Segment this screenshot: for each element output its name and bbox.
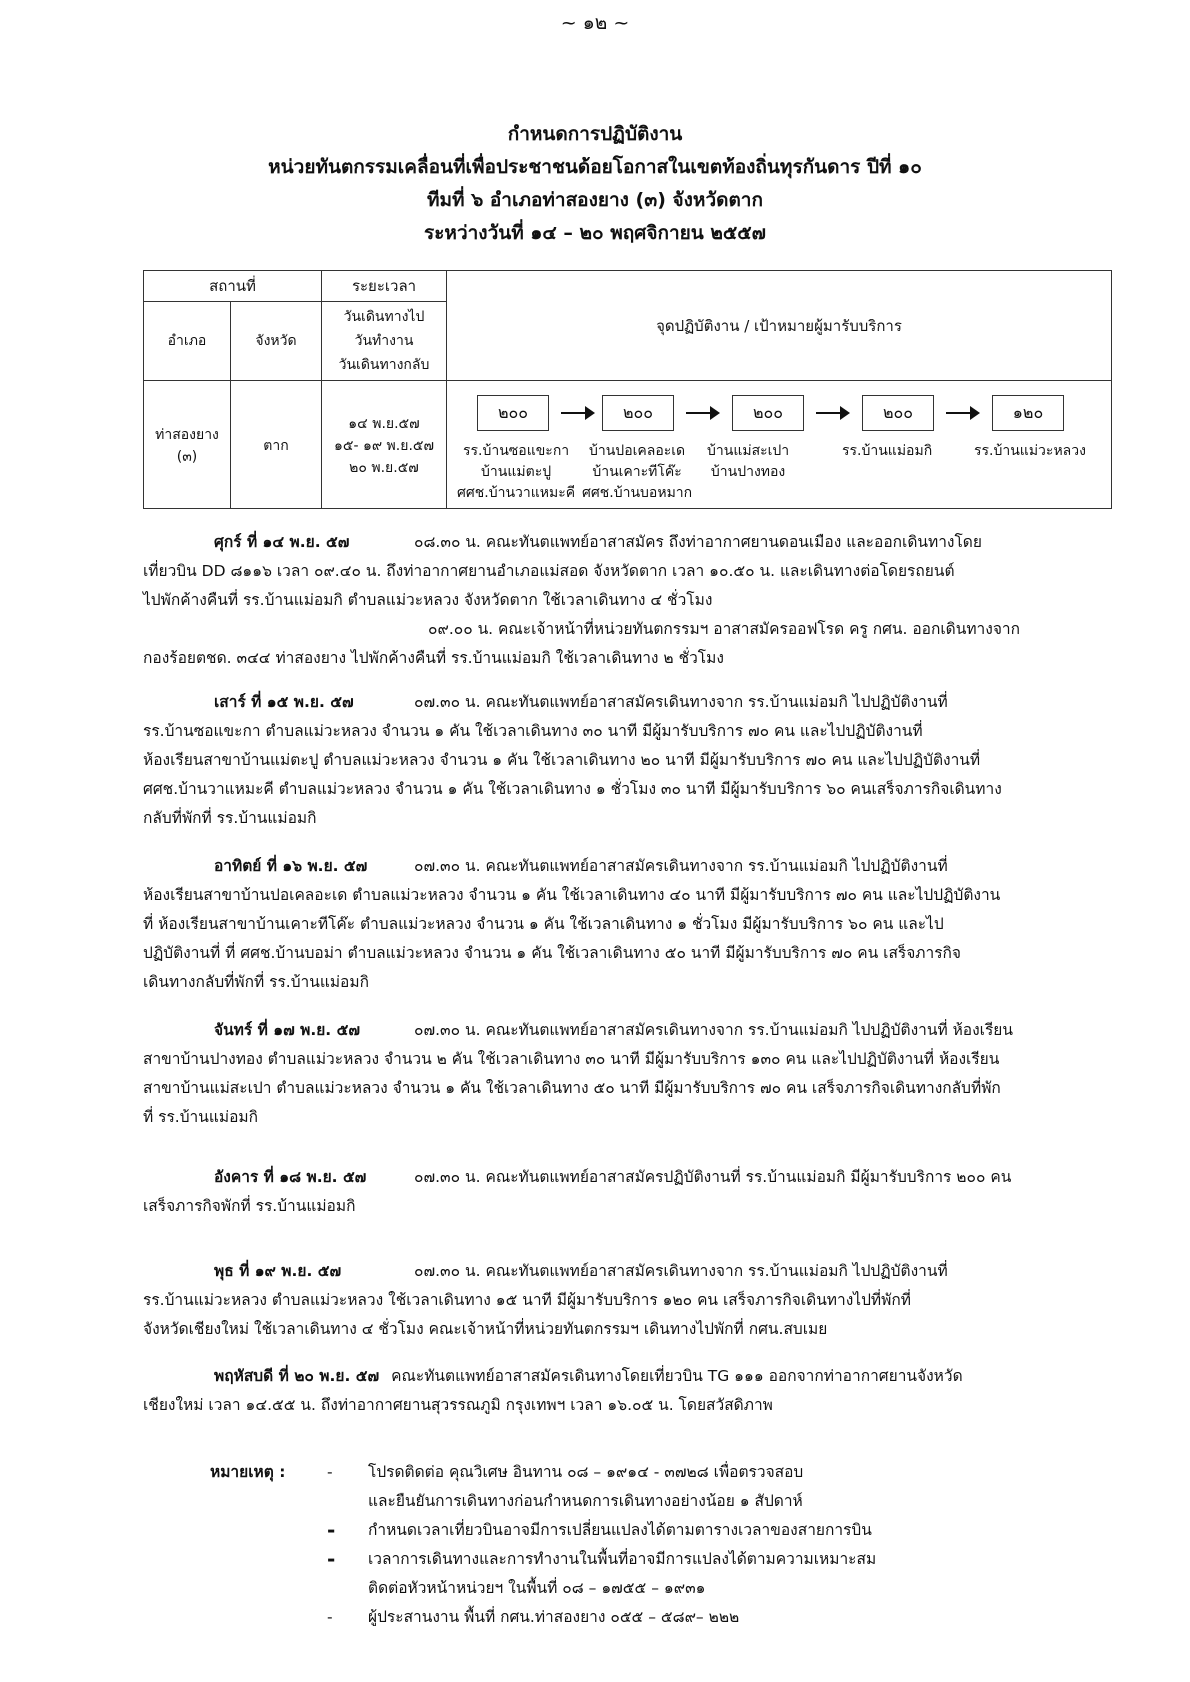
target-location <box>582 441 692 504</box>
day-heading: ศุกร์ ที่ ๑๔ พ.ย. ๕๗ <box>214 533 350 551</box>
location-name: รร.บ้านแม่อมกิ <box>842 443 933 459</box>
schedule-table <box>143 270 1112 509</box>
day-entry <box>143 852 1113 997</box>
title-line-1: กำหนดการปฏิบัติงาน <box>507 123 683 145</box>
date-work: ๑๕- ๑๙ พ.ย.๕๗ <box>333 437 435 454</box>
day-line: ห้องเรียนสาขาบ้านปอเคลอะเด ตำบลแม่วะหลวง จำนวน ๑ คัน ใช้เวลาเดินทาง ๔๐ นาที มีผู้มารับบริการ ๗๐ คน และไปปฏิบัติงาน <box>143 886 1001 904</box>
arrow-right-icon <box>686 412 718 414</box>
cell-dates <box>322 381 447 509</box>
note-text: กำหนดเวลาเที่ยวบินอาจมีการเปลี่ยนแปลงได้ตามตารางเวลาของสายการบิน <box>368 1521 872 1539</box>
day-heading: อังคาร ที่ ๑๘ พ.ย. ๕๗ <box>214 1168 367 1186</box>
bullet-dash: - <box>327 1608 333 1626</box>
day-heading: จันทร์ ที่ ๑๗ พ.ย. ๕๗ <box>214 1021 360 1039</box>
district-number: (๓) <box>176 448 198 465</box>
day-line <box>143 1257 1113 1286</box>
location-name: บ้านปางทอง <box>710 464 786 480</box>
bullet-dash: - <box>327 1547 336 1571</box>
target-count-box: ๒๐๐ <box>477 395 549 431</box>
title-line-3: ทีมที่ ๖ อำเภอท่าสองยาง (๓) จังหวัดตาก <box>427 189 763 211</box>
cell-district <box>144 381 231 509</box>
day-line: ที่ ห้องเรียนสาขาบ้านเคาะทีโค๊ะ ตำบลแม่วะหลวง จำนวน ๑ คัน ใช้เวลาเดินทาง ๑ ชั่วโมง มีผู้มารับบริการ ๖๐ คน และไป <box>143 915 944 933</box>
location-name: รร.บ้านซอแขะกา <box>462 443 570 459</box>
day-line: ๐๙.๐๐ น. คณะเจ้าหน้าที่หน่วยทันตกรรมฯ อาสาสมัครออฟโรด ครู กศน. ออกเดินทางจาก <box>428 620 1020 638</box>
target-location <box>457 441 575 504</box>
day-text: ๐๗.๓๐ น. คณะทันตแพทย์อาสาสมัครเดินทางจาก รร.บ้านแม่อมกิ ไปปฏิบัติงานที่ <box>414 857 948 875</box>
date-go: ๑๔ พ.ย.๕๗ <box>348 415 420 432</box>
document-title <box>0 118 1190 250</box>
note-line <box>210 1603 1110 1632</box>
note-line <box>210 1458 1110 1487</box>
day-line: ไปพักค้างคืนที่ รร.บ้านแม่อมกิ ตำบลแม่วะหลวง จังหวัดตาก ใช้เวลาเดินทาง ๔ ชั่วโมง <box>143 591 713 609</box>
day-text: ๐๘.๓๐ น. คณะทันตแพทย์อาสาสมัคร ถึงท่าอากาศยานดอนเมือง และออกเดินทางโดย <box>414 533 982 551</box>
note-text: ติดต่อหัวหน้าหน่วยฯ ในพื้นที่ ๐๘ – ๑๗๕๕ – ๑๙๓๑ <box>368 1579 706 1597</box>
day-line <box>143 688 1113 717</box>
day-line: รร.บ้านซอแขะกา ตำบลแม่วะหลวง จำนวน ๑ คัน ใช้เวลาเดินทาง ๓๐ นาที มีผู้มารับบริการ ๗๐ คน และไปปฏิบัติงานที่ <box>143 722 923 740</box>
target-location <box>842 441 932 462</box>
target-count-box: ๒๐๐ <box>732 395 804 431</box>
day-text: ๐๗.๓๐ น. คณะทันตแพทย์อาสาสมัครเดินทางจาก รร.บ้านแม่อมกิ ไปปฏิบัติงานที่ <box>414 693 948 711</box>
note-text: และยืนยันการเดินทางก่อนกำหนดการเดินทางอย่างน้อย ๑ สัปดาห์ <box>368 1492 803 1510</box>
day-line: เที่ยวบิน DD ๘๑๑๖ เวลา ๐๙.๔๐ น. ถึงท่าอากาศยานอำเภอแม่สอด จังหวัดตาก เวลา ๑๐.๕๐ น. และเดินทางต่อโดยรถยนต์ <box>143 562 955 580</box>
target-location <box>974 441 1086 462</box>
arrow-right-icon <box>561 412 593 414</box>
header-place: สถานที่ <box>144 271 322 302</box>
page-number: ~ ๑๒ ~ <box>560 12 630 34</box>
location-name: บ้านแม่สะเปา <box>707 443 790 459</box>
day-line: ศศช.บ้านวาแหมะคี ตำบลแม่วะหลวง จำนวน ๑ คัน ใช้เวลาเดินทาง ๑ ชั่วโมง ๓๐ นาที มีผู้มารับบริการ ๖๐ คนเสร็จภารกิจเดินทาง <box>143 780 1002 798</box>
header-district: อำเภอ <box>144 302 231 381</box>
day-line: เดินทางกลับที่พักที่ รร.บ้านแม่อมกิ <box>143 973 369 991</box>
day-heading: พฤหัสบดี ที่ ๒๐ พ.ย. ๕๗ <box>214 1367 380 1385</box>
district-name: ท่าสองยาง <box>155 426 219 443</box>
day-line <box>143 1163 1113 1192</box>
period-return: วันเดินทางกลับ <box>338 357 430 373</box>
location-name: บ้านแม่ตะปู <box>481 464 552 480</box>
header-period: ระยะเวลา <box>322 271 447 302</box>
title-line-4: ระหว่างวันที่ ๑๔ – ๒๐ พฤศจิกายน ๒๕๕๗ <box>424 222 766 244</box>
notes-label: หมายเหตุ : <box>210 1463 286 1481</box>
day-line: กองร้อยตชด. ๓๔๔ ท่าสองยาง ไปพักค้างคืนที่ รร.บ้านแม่อมกิ ใช้เวลาเดินทาง ๒ ชั่วโมง <box>143 649 724 667</box>
location-name: ศศช.บ้านบอหมาก <box>582 485 693 501</box>
day-line: กลับที่พักที่ รร.บ้านแม่อมกิ <box>143 809 317 827</box>
note-text: เวลาการเดินทางและการทำงานในพื้นที่อาจมีการแปลงได้ตามความเหมาะสม <box>368 1550 877 1568</box>
day-heading: เสาร์ ที่ ๑๕ พ.ย. ๕๗ <box>214 693 354 711</box>
note-line <box>210 1487 1110 1516</box>
day-entry <box>143 1163 1113 1221</box>
day-line: เสร็จภารกิจพักที่ รร.บ้านแม่อมกิ <box>143 1197 356 1215</box>
target-flow <box>447 381 1111 506</box>
day-line: สาขาบ้านแม่สะเปา ตำบลแม่วะหลวง จำนวน ๑ คัน ใช้เวลาเดินทาง ๕๐ นาที มีผู้มารับบริการ ๗๐ คน เสร็จภารกิจเดินทางกลับที่พัก <box>143 1079 1001 1097</box>
day-heading: อาทิตย์ ที่ ๑๖ พ.ย. ๕๗ <box>214 857 368 875</box>
location-name: บ้านปอเคลอะเด <box>588 443 686 459</box>
period-go: วันเดินทางไป <box>343 309 425 325</box>
day-line: สาขาบ้านปางทอง ตำบลแม่วะหลวง จำนวน ๒ คัน ใช้เวลาเดินทาง ๓๐ นาที มีผู้มารับบริการ ๑๓๐ คน และไปปฏิบัติงานที่ ห้องเรียน <box>143 1050 1000 1068</box>
header-period-sub <box>322 302 447 381</box>
cell-flow <box>447 381 1112 509</box>
day-text: ๐๗.๓๐ น. คณะทันตแพทย์อาสาสมัครเดินทางจาก รร.บ้านแม่อมกิ ไปปฏิบัติงานที่ <box>414 1262 948 1280</box>
day-line: ปฏิบัติงานที่ ที่ ศศช.บ้านบอม่า ตำบลแม่วะหลวง จำนวน ๑ คัน ใช้เวลาเดินทาง ๕๐ นาที มีผู้มารับบริการ ๗๐ คน เสร็จภารกิจ <box>143 944 962 962</box>
bullet-dash: - <box>327 1463 333 1481</box>
day-text: คณะทันตแพทย์อาสาสมัครเดินทางโดยเที่ยวบิน TG ๑๑๑ ออกจากท่าอากาศยานจังหวัด <box>391 1367 963 1385</box>
day-line: จังหวัดเชียงใหม่ ใช้เวลาเดินทาง ๔ ชั่วโมง คณะเจ้าหน้าที่หน่วยทันตกรรมฯ เดินทางไปพักที่ กศน.สบเมย <box>143 1320 828 1338</box>
day-line <box>143 1016 1113 1045</box>
day-line: ที่ รร.บ้านแม่อมกิ <box>143 1108 258 1126</box>
location-name: ศศช.บ้านวาแหมะคี <box>457 485 576 501</box>
note-line <box>210 1516 1110 1545</box>
day-text: ๐๗.๓๐ น. คณะทันตแพทย์อาสาสมัครเดินทางจาก รร.บ้านแม่อมกิ ไปปฏิบัติงานที่ ห้องเรียน <box>414 1021 1013 1039</box>
date-return: ๒๐ พ.ย.๕๗ <box>349 459 419 476</box>
day-entry <box>143 1257 1113 1344</box>
period-work: วันทำงาน <box>354 333 414 349</box>
target-location <box>707 441 789 483</box>
bullet-dash: - <box>327 1518 336 1542</box>
header-province: จังหวัด <box>231 302 322 381</box>
target-count-box: ๒๐๐ <box>602 395 674 431</box>
note-text: ผู้ประสานงาน พื้นที่ กศน.ท่าสองยาง ๐๕๕ – ๕๘๙– ๒๒๒ <box>368 1608 740 1626</box>
arrow-right-icon <box>816 412 848 414</box>
target-count-box: ๒๐๐ <box>862 395 934 431</box>
day-entry <box>143 688 1113 833</box>
note-line <box>210 1574 1110 1603</box>
notes-section <box>210 1458 1110 1632</box>
day-text: ๐๗.๓๐ น. คณะทันตแพทย์อาสาสมัครปฏิบัติงานที่ รร.บ้านแม่อมกิ มีผู้มารับบริการ ๒๐๐ คน <box>414 1168 1012 1186</box>
day-line <box>143 852 1113 881</box>
location-name: บ้านเคาะทีโค๊ะ <box>592 464 682 480</box>
day-heading: พุธ ที่ ๑๙ พ.ย. ๕๗ <box>214 1262 342 1280</box>
day-entry <box>143 1362 1113 1420</box>
target-count-box: ๑๒๐ <box>992 395 1064 431</box>
header-target: จุดปฏิบัติงาน / เป้าหมายผู้มารับบริการ <box>447 271 1112 381</box>
day-line: เชียงใหม่ เวลา ๑๔.๕๕ น. ถึงท่าอากาศยานสุวรรณภูมิ กรุงเทพฯ เวลา ๑๖.๐๕ น. โดยสวัสดิภาพ <box>143 1396 773 1414</box>
day-entry <box>143 528 1113 673</box>
day-line: ห้องเรียนสาขาบ้านแม่ตะปู ตำบลแม่วะหลวง จำนวน ๑ คัน ใช้เวลาเดินทาง ๒๐ นาที มีผู้มารับบริการ ๗๐ คน และไปปฏิบัติงานที่ <box>143 751 981 769</box>
arrow-right-icon <box>946 412 978 414</box>
day-line <box>143 528 1113 557</box>
day-entry <box>143 1016 1113 1132</box>
day-line <box>143 1362 1113 1391</box>
location-name: รร.บ้านแม่วะหลวง <box>974 443 1086 459</box>
day-line: รร.บ้านแม่วะหลวง ตำบลแม่วะหลวง ใช้เวลาเดินทาง ๑๕ นาที มีผู้มารับบริการ ๑๒๐ คน เสร็จภารกิจเดินทางไปที่พักที่ <box>143 1291 911 1309</box>
title-line-2: หน่วยทันตกรรมเคลื่อนที่เพื่อประชาชนด้อยโอกาสในเขตท้องถิ่นทุรกันดาร ปีที่ ๑๐ <box>268 156 922 178</box>
note-text: โปรดติดต่อ คุณวิเศษ อินทาน ๐๘ – ๑๙๑๔ - ๓๗๒๘ เพื่อตรวจสอบ <box>368 1463 804 1481</box>
cell-province: ตาก <box>231 381 322 509</box>
note-line <box>210 1545 1110 1574</box>
